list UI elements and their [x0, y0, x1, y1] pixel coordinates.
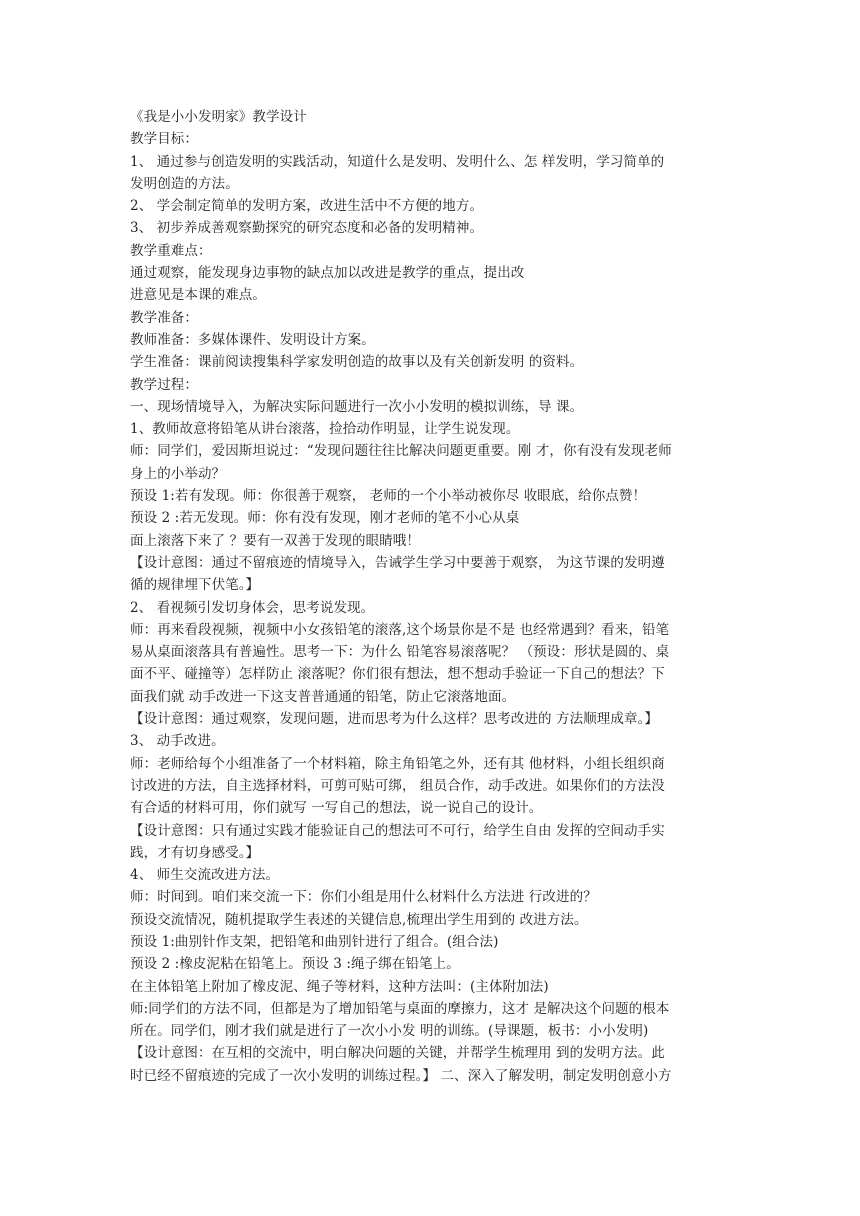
text-line: 4、 师生交流改进方法。 — [130, 867, 280, 884]
text-line: 预设 2 :若无发现。师：你有没有发现，刚才老师的笔不小心从桌 — [130, 510, 520, 527]
text-line: 【设计意图：通过不留痕迹的情境导入，告诫学生学习中要善于观察， 为这节课的发明遵 — [130, 554, 665, 571]
text-line: 教学重难点： — [130, 242, 212, 259]
text-line: 身上的小举动？ — [130, 465, 226, 482]
text-line: 讨改进的方法，自主选择材料，可剪可贴可绑， 组员合作，动手改进。如果你们的方法没 — [130, 777, 665, 794]
text-line: 践，才有切身感受。】 — [130, 844, 260, 861]
text-line: 2、 学会制定简单的发明方案，改进生活中不方便的地方。 — [130, 198, 484, 215]
text-line: 教学过程： — [130, 376, 198, 393]
text-line: 预设交流情况，随机提取学生表述的关键信息,梳理出学生用到的 改进方法。 — [130, 911, 588, 928]
text-line: 3、 动手改进。 — [130, 733, 225, 750]
text-line: 预设 1:若有发现。师：你很善于观察， 老师的一个小举动被你尽 收眼底，给你点赞！ — [130, 488, 647, 505]
text-line: 一、现场情境导入，为解决实际问题进行一次小小发明的模拟训练，导 课。 — [130, 398, 584, 415]
text-line: 学生准备：课前阅读搜集科学家发明创造的故事以及有关创新发明 的资料。 — [130, 354, 584, 371]
text-line: 易从桌面滚落具有普遍性。思考一下：为什么 铅笔容易滚落呢？ （预设：形状是圆的、桌 — [130, 644, 670, 661]
text-line: 师：同学们，爱因斯坦说过：“发现问题往往比解决问题更重要。刚 才，你有没有发现老师 — [130, 443, 672, 460]
document-page — [130, 106, 736, 1087]
text-line: 所在。同学们，刚才我们就是进行了一次小小发 明的训练。(导课题，板书：小小发明) — [130, 1023, 649, 1040]
text-line: 教师准备：多媒体课件、发明设计方案。 — [130, 331, 375, 348]
text-line: 【设计意图：通过观察，发现问题，进而思考为什么这样？思考改进的 方法顺理成章。】 — [130, 711, 659, 728]
text-line: 1、教师故意将铅笔从讲台滚落，捡拾动作明显，让学生说发现。 — [130, 421, 520, 438]
text-line: 面上滚落下来了 ？要有一双善于发现的眼睛哦！ — [130, 532, 420, 549]
text-line: 【设计意图：在互相的交流中，明白解决问题的关键，并帮学生梳理用 到的发明方法。此 — [130, 1045, 665, 1062]
document-title: 《我是小小发明家》教学设计 — [130, 109, 307, 125]
text-line: 3、 初步养成善观察勤探究的研究态度和必备的发明精神。 — [130, 220, 484, 237]
text-line: 时已经不留痕迹的完成了一次小发明的训练过程。】 二、深入了解发明，制定发明创意小方 — [130, 1067, 672, 1084]
text-line: 2、 看视频引发切身体会，思考说发现。 — [130, 599, 375, 616]
text-line: 师：老师给每个小组准备了一个材料箱，除主角铅笔之外，还有其 他材料，小组长组织商 — [130, 755, 665, 772]
text-line: 通过观察，能发现身边事物的缺点加以改进是教学的重点，提出改 — [130, 265, 525, 282]
text-line: 进意见是本课的难点。 — [130, 287, 266, 304]
text-line: 循的规律埋下伏笔。】 — [130, 577, 260, 594]
text-line: 1、 通过参与创造发明的实践活动，知道什么是发明、发明什么、怎 样发明，学习简单的 — [130, 153, 665, 170]
text-line: 面不平、碰撞等）怎样防止 滚落呢？你们很有想法，想不想动手验证一下自己的想法？下 — [130, 666, 665, 683]
text-line: 发明创造的方法。 — [130, 175, 239, 192]
text-line: 教学准备： — [130, 309, 198, 326]
text-line: 师：再来看段视频，视频中小女孩铅笔的滚落,这个场景你是不是 也经常遇到？看来，铅笔 — [130, 621, 670, 638]
text-line: 教学目标： — [130, 131, 198, 148]
text-line: 师:同学们的方法不同，但都是为了增加铅笔与桌面的摩擦力，这才 是解决这个问题的根本 — [130, 1000, 670, 1017]
text-line: 面我们就 动手改进一下这支普普通通的铅笔，防止它滚落地面。 — [130, 688, 516, 705]
text-line: 预设 2 :橡皮泥粘在铅笔上。预设 3 :绳子绑在铅笔上。 — [130, 956, 460, 973]
text-line: 在主体铅笔上附加了橡皮泥、绳子等材料，这种方法叫：(主体附加法) — [130, 978, 549, 995]
text-line: 师：时间到。咱们来交流一下：你们小组是用什么材料什么方法进 行改进的？ — [130, 889, 597, 906]
text-line: 【设计意图：只有通过实践才能验证自己的想法可不可行，给学生自由 发挥的空间动手实 — [130, 822, 665, 839]
text-line: 有合适的材料可用，你们就写 一写自己的想法，说一说自己的设计。 — [130, 800, 543, 817]
text-line: 预设 1:曲别针作支架，把铅笔和曲别针进行了组合。(组合法) — [130, 933, 499, 950]
